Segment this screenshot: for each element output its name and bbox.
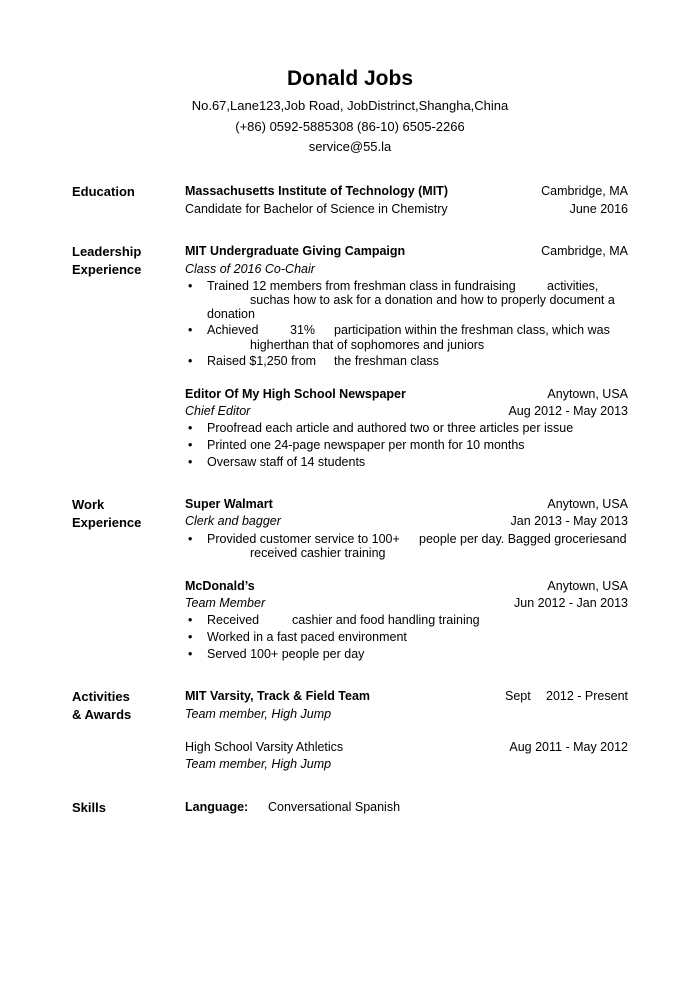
section-heading-work-line1: Work bbox=[72, 497, 105, 512]
activity-role-2: Team member, High Jump bbox=[185, 757, 332, 771]
leadership-bullet-3-part-b: the freshman class bbox=[334, 354, 439, 368]
skills-value: Conversational Spanish bbox=[268, 800, 401, 814]
activity-role-1: Team member, High Jump bbox=[185, 707, 332, 721]
leadership-bullet-1-part-d: donation bbox=[207, 307, 255, 321]
section-heading-education: Education bbox=[72, 184, 135, 199]
bullet-marker: • bbox=[188, 323, 193, 337]
work-date-2: Jun 2012 - Jan 2013 bbox=[514, 596, 628, 610]
work-role-1: Clerk and bagger bbox=[185, 514, 281, 528]
section-heading-work-line2: Experience bbox=[72, 515, 142, 530]
leadership-role-2: Chief Editor bbox=[185, 404, 251, 418]
bullet-marker: • bbox=[188, 279, 193, 293]
education-date: June 2016 bbox=[569, 202, 628, 216]
bullet-marker: • bbox=[188, 647, 193, 661]
contact-phones: (+86) 0592-5885308 (86-10) 6505-2266 bbox=[235, 119, 465, 134]
work-bullet-2-part-a: Received bbox=[207, 613, 260, 627]
work-date-1: Jan 2013 - May 2013 bbox=[510, 514, 628, 528]
activity-org-1: MIT Varsity, Track & Field Team bbox=[185, 689, 371, 703]
bullet-marker: • bbox=[188, 630, 193, 644]
bullet-marker: • bbox=[188, 455, 193, 469]
leadership-bullet-1-part-b: activities, bbox=[547, 279, 599, 293]
bullet-marker: • bbox=[188, 421, 193, 435]
resume-name: Donald Jobs bbox=[286, 67, 413, 90]
education-school: Massachusetts Institute of Technology (MIT) bbox=[185, 184, 448, 198]
work-bullet-4: Served 100+ people per day bbox=[207, 647, 365, 661]
work-org-1: Super Walmart bbox=[185, 497, 273, 511]
work-bullet-3: Worked in a fast paced environment bbox=[207, 630, 407, 644]
leadership-bullet-2-part-a: Achieved bbox=[207, 323, 259, 337]
leadership-bullet-4: Proofread each article and authored two or three articles per issue bbox=[207, 421, 574, 435]
leadership-bullet-1-part-c: suchas how to ask for a donation and how to properly document a bbox=[250, 293, 615, 307]
activity-org-2: High School Varsity Athletics bbox=[185, 740, 344, 754]
leadership-date-2: Aug 2012 - May 2013 bbox=[508, 404, 628, 418]
education-degree: Candidate for Bachelor of Science in Chemistry bbox=[185, 202, 448, 216]
section-heading-leadership-line2: Experience bbox=[72, 262, 142, 277]
leadership-bullet-5: Printed one 24-page newspaper per month for 10 months bbox=[207, 438, 525, 452]
leadership-bullet-6: Oversaw staff of 14 students bbox=[207, 455, 366, 469]
leadership-org-1: MIT Undergraduate Giving Campaign bbox=[185, 244, 406, 258]
activity-date-1-part-b: 2012 - Present bbox=[546, 689, 628, 703]
work-bullet-1-part-c: received cashier training bbox=[250, 546, 386, 560]
education-location: Cambridge, MA bbox=[541, 184, 628, 198]
work-role-2: Team Member bbox=[185, 596, 266, 610]
leadership-bullet-3-part-a: Raised $1,250 from bbox=[207, 354, 317, 368]
work-bullet-1-part-a: Provided customer service to 100+ bbox=[207, 532, 400, 546]
contact-address: No.67,Lane123,Job Road, JobDistrinct,Shangha,China bbox=[191, 98, 509, 113]
work-bullet-1-part-b: people per day. Bagged groceriesand bbox=[419, 532, 627, 546]
bullet-marker: • bbox=[188, 438, 193, 452]
bullet-marker: • bbox=[188, 532, 193, 546]
work-location-1: Anytown, USA bbox=[547, 497, 628, 511]
contact-email: service@55.la bbox=[308, 139, 392, 154]
leadership-location-1: Cambridge, MA bbox=[541, 244, 628, 258]
activity-date-2: Aug 2011 - May 2012 bbox=[509, 740, 628, 754]
activity-date-1-part-a: Sept bbox=[505, 689, 531, 703]
work-org-2: McDonald’s bbox=[185, 579, 255, 593]
work-bullet-2-part-b: cashier and food handling training bbox=[292, 613, 480, 627]
skills-label: Language: bbox=[185, 800, 249, 814]
leadership-bullet-2-part-c: participation within the freshman class, which was bbox=[334, 323, 610, 337]
bullet-marker: • bbox=[188, 354, 193, 368]
leadership-location-2: Anytown, USA bbox=[547, 387, 628, 401]
leadership-bullet-1-part-a: Trained 12 members from freshman class in fundraising bbox=[207, 279, 516, 293]
bullet-marker: • bbox=[188, 613, 193, 627]
leadership-org-2: Editor Of My High School Newspaper bbox=[185, 387, 406, 401]
section-heading-activities-line2: & Awards bbox=[72, 707, 132, 722]
section-heading-activities-line1: Activities bbox=[72, 689, 130, 704]
leadership-bullet-2-part-b: 31% bbox=[290, 323, 316, 337]
leadership-role-1: Class of 2016 Co-Chair bbox=[185, 262, 315, 276]
leadership-bullet-2-part-d: higherthan that of sophomores and juniors bbox=[250, 338, 485, 352]
work-location-2: Anytown, USA bbox=[547, 579, 628, 593]
section-heading-skills: Skills bbox=[72, 800, 106, 815]
section-heading-leadership-line1: Leadership bbox=[72, 244, 142, 259]
